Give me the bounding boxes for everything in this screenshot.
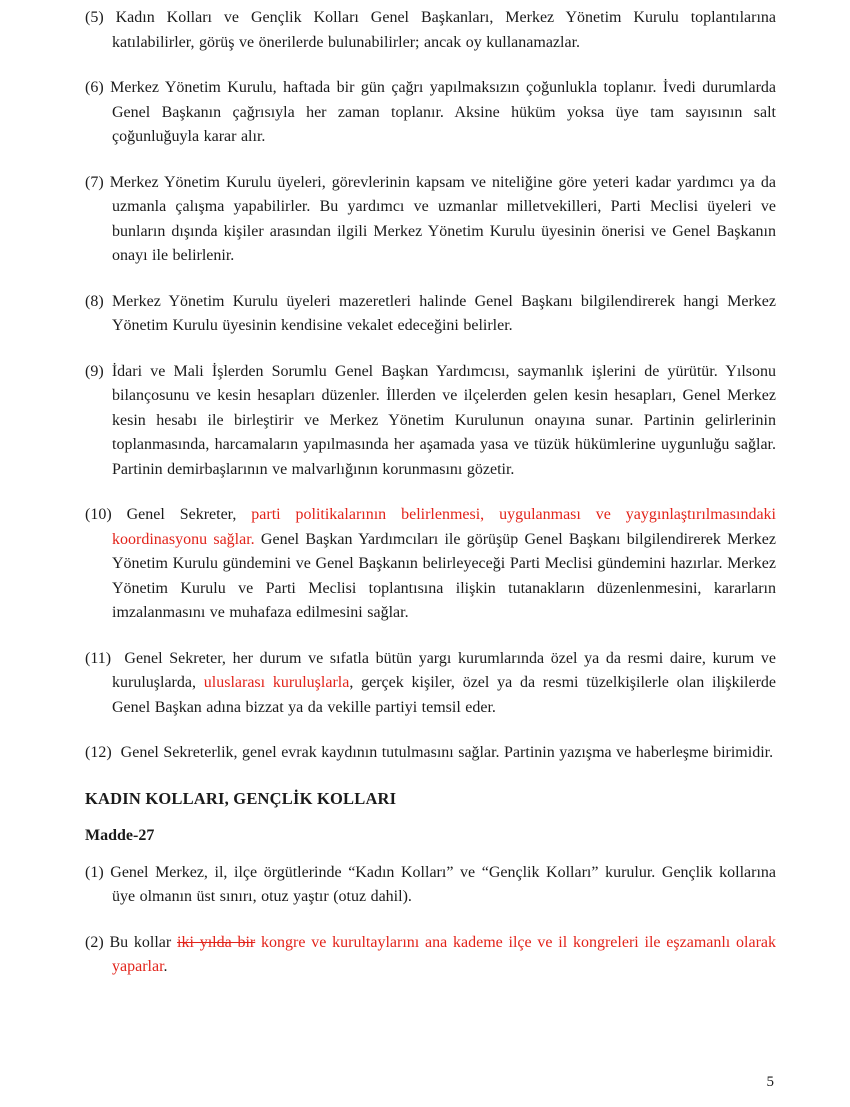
paragraph-number: (7) [85,173,104,191]
body-text: Genel Sekreter, [126,506,252,523]
revision-text: kongre ve kurultaylarını ana kademe ilçe ve il kongreleri ile eşzamanlı olarak yaparlar [112,933,777,975]
body-text: Kadın Kolları ve Gençlik Kolları Genel Başkanları, Merkez Yönetim Kurulu toplantılarına katılabilirler, görüş ve önerilerde bulunabilirler; ancak oy kullanamazlar. [112,9,777,51]
article-heading: Madde-27 [85,826,155,844]
numbered-paragraph [85,171,776,269]
body-text: , gerçek kişiler, özel ya da resmi tüzelkişilerle olan ilişkilerde Genel Başkan adına bizzat ya da vekille partiyi temsil eder. [112,674,777,716]
paragraph-number: (1) [85,863,104,881]
body-text: Genel Merkez, il, ilçe örgütlerinde “Kadın Kolları” ve “Gençlik Kolları” kurulur. Gençlik kollarına üye olmanın üst sınırı, otuz yaştır (otuz dahil). [110,863,777,905]
paragraph-number: (12) [85,744,112,761]
page-number: 5 [766,1074,774,1090]
paragraph-number: (9) [85,362,104,380]
revision-text: uluslarası kuruluşlarla [203,674,350,691]
clause-list-bottom [85,861,776,980]
numbered-paragraph [85,360,776,483]
numbered-paragraph [85,861,776,910]
body-text: Merkez Yönetim Kurulu üyeleri, görevlerinin kapsam ve niteliğine göre yeteri kadar yardımcı ya da uzmanla çalışma yapabilirler. Bu yardımcı ve uzmanlar milletvekilleri, Parti Meclisi üyeleri ve bunların dışında kişiler arasından ilgili Merkez Yönetim Kurulu üyesinin önerisi ve Genel Başkanın onayı ile belirlenir. [109,173,777,264]
struck-revision-text: iki yılda bir [177,933,256,951]
paragraph-number: (6) [85,79,104,96]
numbered-paragraph [85,931,776,980]
body-text: . [163,958,168,975]
body-text: Genel Sekreter, her durum ve sıfatla bütün yargı kurumlarında özel ya da resmi daire, kurum ve kuruluşlarda, [112,649,777,691]
body-text: Genel Sekreterlik, genel evrak kaydının tutulmasını sağlar. Partinin yazışma ve haberleşme birimidir. [116,744,774,761]
body-text: İdari ve Mali İşlerden Sorumlu Genel Başkan Yardımcısı, saymanlık işlerini de yürütür. Yılsonu bilançosunu ve kesin hesapları düzenler. İllerden ve ilçelerden gelen kesin hesapları, Genel Merkez kesin hesabı ile birleştirir ve Merkez Yönetim Kurulunun onayına sunar. Partinin gelirlerinin toplanmasında, harcamaların yapılmasında her aşamada yasa ve tüzük hükümlerine uygunluğu sağlar. Partinin demirbaşlarının ve malvarlığının korunmasını gözetir. [111,362,776,478]
clause-list-top [85,6,776,766]
numbered-paragraph [85,647,776,721]
body-text: Merkez Yönetim Kurulu, haftada bir gün çağrı yapılmaksızın çoğunlukla toplanır. İvedi durumlarda Genel Başkanın çağrısıyla her zaman toplanır. Aksine hüküm yoksa üye tam sayısının salt çoğunluğuyla karar alır. [110,79,776,145]
paragraph-number: (5) [85,9,104,26]
paragraph-number: (10) [85,506,112,523]
numbered-paragraph [85,76,776,150]
paragraph-number: (8) [85,292,104,310]
body-text: Genel Başkan Yardımcıları ile görüşüp Genel Başkanı bilgilendirerek Merkez Yönetim Kurulu gündemini ve Genel Başkanın belirleyeceği Parti Meclisi gündemini hazırlar. Merkez Yönetim Kurulu ve Parti Meclisi toplantısına ilişkin tutanakların düzenlenmesini, kararların imzalanmasını ve muhafaza edilmesini sağlar. [112,530,777,621]
body-text: Merkez Yönetim Kurulu üyeleri mazeretleri halinde Genel Başkanı bilgilendirerek hangi Merkez Yönetim Kurulu üyesinin kendisine vekalet edeceğini belirler. [111,292,777,334]
numbered-paragraph [85,290,776,339]
revision-text: parti politikalarının belirlenmesi, uygulanması ve yaygınlaştırılmasındaki koordinasyonu sağlar. [112,506,776,548]
paragraph-number: (11) [85,649,112,667]
body-text: Bu kollar [109,933,178,951]
paragraph-number: (2) [85,933,104,951]
numbered-paragraph [85,503,776,626]
document-body [85,6,776,1001]
numbered-paragraph [85,741,776,766]
section-heading: KADIN KOLLARI, GENÇLİK KOLLARI [85,788,397,808]
numbered-paragraph [85,6,776,55]
